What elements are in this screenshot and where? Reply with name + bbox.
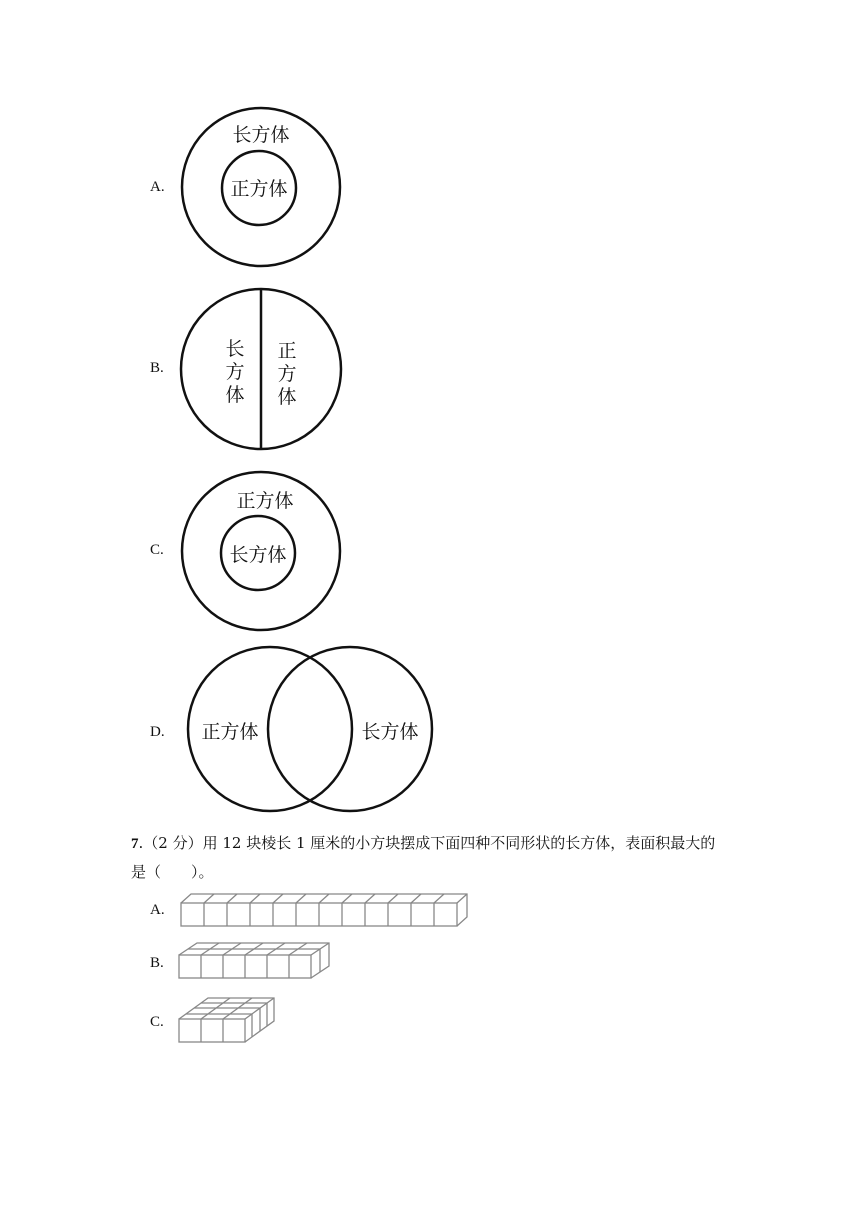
inner-label: 长方体 [229, 544, 287, 566]
shape-c-blocks [179, 998, 274, 1042]
right-char-3: 体 [277, 386, 297, 408]
option-d-label: D. [150, 724, 165, 740]
q7-option-b-label: B. [150, 955, 164, 971]
outer-label: 正方体 [236, 490, 294, 512]
right-label: 长方体 [361, 721, 419, 743]
shape-b-blocks [179, 943, 329, 978]
left-label: 正方体 [201, 721, 259, 743]
left-char-2: 方 [225, 361, 245, 383]
question-7-line1: 7.（2 分）用 12 块棱长 1 厘米的小方块摆成下面四种不同形状的长方体，表面积最大的 [131, 834, 716, 852]
left-char-1: 长 [225, 338, 245, 360]
question-text: 用 12 块棱长 1 厘米的小方块摆成下面四种不同形状的长方体，表面积最大的 [202, 834, 716, 852]
option-b-label: B. [150, 360, 164, 376]
shape-a-blocks [181, 894, 467, 926]
left-char-3: 体 [225, 384, 245, 406]
q7-option-a-label: A. [150, 902, 165, 918]
question-number: 7 [131, 836, 139, 852]
right-char-2: 方 [277, 363, 297, 385]
inner-label: 正方体 [230, 178, 288, 200]
option-a-label: A. [150, 179, 165, 195]
outer-label: 长方体 [232, 124, 290, 146]
question-7-line2: 是（ ）。 [131, 863, 214, 881]
option-c-label: C. [150, 542, 164, 558]
q7-option-c-label: C. [150, 1014, 164, 1030]
question-points: （2 分） [143, 834, 203, 852]
right-char-1: 正 [277, 340, 297, 362]
